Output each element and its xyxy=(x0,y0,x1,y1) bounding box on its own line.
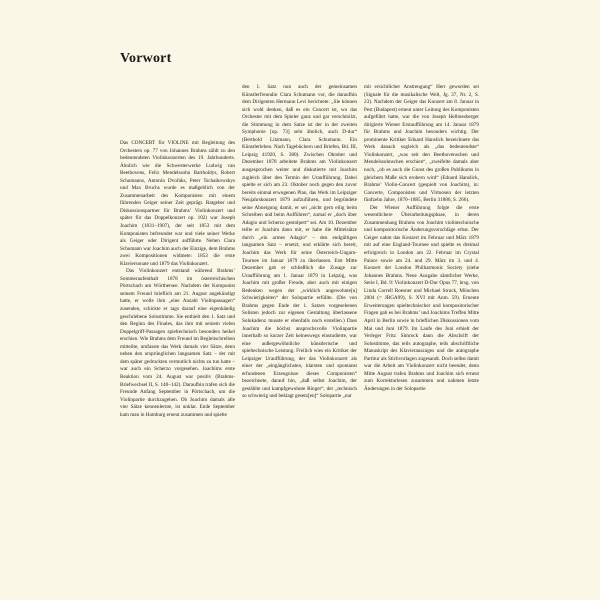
paragraph: Das Violinkonzert entstand während Brahms’ Sommeraufenthalt 1878 im österreichischen Pörtschach am Wörthersee. Nachdem der Komponist seinem Freund brieflich am 21. August angekündigt hatte, er wolle ihm „eine Anzahl Violinpassagen“ zusenden, schickte er tags darauf eine eigenhändig geschriebene Solostimme. Sie enthielt den 1. Satz und den Beginn des Finales, das ihm mit seinem vielen Doppelgriff-Passagen spieltechnisch besonders heikel erschien. Wie Brahms dem Freund im Begleitschreiben mitteilte, umfasste das Werk damals vier Sätze, denn neben den ursprünglichen langsamen Satz – der mit dem später gedruckten vermutlich nichts zu tun hatte – war auch ein Scherzo vorgesehen. Joachims erste Reaktion vom 24. August war positiv (Brahms-Briefwechsel II, S. 140–142). Daraufhin trafen sich die Freunde Anfang September in Pörtschach, um die Violinpartie durchzugehen. Ob Joachim damals alle vier Sätze kennenlernte, ist unklar. Ende September kam man in Hamburg erneut zusammen und spielte xyxy=(120,268,235,418)
paragraph: Das CONCERT für VIOLINE mit Begleitung des Orchesters op. 77 von Johannes Brahms zählt zu den bedeutendsten Violinkonzerten des 19. Jahrhunderts. Ähnlich wie die Schwesterwerke Ludwig van Beethovens, Felix Mendelssohn Bartholdys, Robert Schumanns, Antonín Dvořáks, Peter Tschaikowskys und Max Bruchs wurde es maßgeblich von der Zusammenarbeit des Komponisten mit einem führenden Geiger seiner Zeit geprägt. Ratgeber und Diskussionspartner für Brahms’ Violinkonzert und später für das Doppelkonzert op. 102) war Joseph Joachim (1831–1907), der seit 1853 mit dem Komponisten befreundet war und viele seiner Werke als Geiger oder Dirigent aufführte. Neben Clara Schumann war Joachim auch der Einzige, dem Brahms zwei Kompositionen widmete: 1853 die erste Klaviersonate und 1879 das Violinkonzert. xyxy=(120,140,235,267)
paragraph: mit ersichtlicher Anstrengung“ Herr geworden sei (Signale für die musikalische Welt, Jg. 37, Nr. 2, S. 23). Nachdem der Geiger das Konzert am 8. Januar in Pest (Budapest) erneut unter Leitung des Komponisten aufgeführt hatte, war die von Joseph Hellmesberger dirigierte Wiener Erstaufführung am 14. Januar 1879 für Brahms und Joachim besonders wichtig. Der prominente Kritiker Eduard Hanslick bezeichnete das Werk danach sogleich als „das bedeutendste“ Violinkonzert, „was seit den Beethovenschen und Mendelssohnschen erschien“, „zweifelte damals aber noch, „ob es auch die Gunst des großen Publikums in gleichem Maße sich erobern wird“ (Eduard Hanslick, Brahms’ Violin-Concert (gespielt von Joachim), in: Concerte, Componisten und Virtuosen der letzten fünfzehn Jahre, 1870–1885, Berlin 31886, S. 266). xyxy=(364,84,479,204)
text-column-1 xyxy=(120,140,235,419)
text-column-2 xyxy=(242,84,357,401)
paragraph: Der Wiener Aufführung folgte die erste wesentlichere Überarbeitungsphase, in deren Zusammenhang Brahms von Joachim violintechnische und kompositorische Änderungsvorschläge erbat. Der Geiger nahm das Konzert im Februar und März 1879 mit auf eine England-Tournee und spielte es dreimal erfolgreich in London am 22. Februar im Crystal Palace sowie am 24. und 29. März im 3. und 4. Konzert der London Philharmonic Society (siehe Johannes Brahms. Neue Ausgabe sämtlicher Werke, Serie I, Bd. 9: Violinkonzert D-Dur Opus 77, hrsg. von Linda Correll Roesner und Michael Struck, München 2004 (= JBGA99), S. XVI mit Anm. 59). Erneute Erweiterungen spieltechnischer und kompositorischer Fragen gab es bei Brahms’ und Joachims Treffen Mitte April in Berlin sowie in brieflichen Diskussionen vom Mai und Juni 1879. Im Laufe des Juni erhielt der Verleger Fritz Simrock dann die Abschrift der Solostimme, das teils autographe, teils abschriftliche Manuskript des Klavierauszuges und die autographe Partitur als Stichvorlagen zugesandt. Doch selbst damit war die Arbeit am Violinkonzert nicht beendet, denn Mitte August trafen Brahms und Joachim sich erneut zum Korrekturlesen zusammen und nahmen letzte Änderungen in der Solopartie xyxy=(364,204,479,392)
page-heading: Vorwort xyxy=(120,51,172,66)
text-column-3 xyxy=(364,84,479,393)
paragraph: den 1. Satz nun auch der gemeinsamen Künstlerfreundin Clara Schumann vor, die daraufhin dem Dirigenten Hermann Levi berichtete: „Sie können sich wohl denken, daß es ein Concert ist, wo das Orchester mit dem Spieler ganz und gar verschmilzt, die Stimmung in dem Satze ist der in der zweiten Symphonie [op. 73] sehr ähnlich, auch D-dur“ (Berthold Litzmann, Clara Schumann. Ein Künstlerleben. Nach Tagebüchern und Briefen, Bd. III, Leipzig 41920, S. 380). Zwischen Oktober und Dezember 1878 arbeitete Brahms am Violinkonzert ausgesprochen weiter und diskutierte mit Joachim zugleich über den Termin der Uraufführung. Dabei spielte er sich am 23. Oktober noch gegen den zuvor bereits einmal erwogenen Plan, das Werk im Leipziger Neujahrskonzert 1879 aufzuführen, und begründete seine Abneigung damit, er sei „nicht gern eilig beim Schreiben und beim Aufführen“, zumal er „doch über Adagio und Scherzo gestolpert“ sei. Am 10. Dezember teilte er Joachim dann mit, er habe die Mittelsätze durch „ein armes Adagio“ – den endgültigen langsamen Satz – ersetzt, und erklärte sich bereit, Joachim das Werk für seine Österreich-Ungarn-Tournee im Januar 1879 zu überlassen. Erst Mitte Dezember gab er schließlich die Zusage zur Uraufführung am 1. Januar 1879 in Leipzig, was Joachim mit großer Freude, aber auch mit einigen Bedenken wegen der „wirklich angewohnte[n] Schwierigkeiten“ der Solopartie erfüllte. (Die von Brahms gegen Ende der 1. Satzes vorgesehenen Solisten jedoch zur eigenen Gestaltung überlassene Solokadenz musste er ebenfalls noch erstellen.) Dass Joachim die höchst anspruchsvolle Violinpartie innerhalb so kurzer Zeit keineswegs einstudierte, war eine außergewöhnliche künstlerische und spieltechnische Leistung. Freilich wies ein Kritiker der Leipziger Uraufführung, der das Violinkonzert als einer der „eingänglichsten, klarsten und spontanst erfundenen Erzeugnisse dieses Componisten“ bezeichnete, darauf hin, „daß selbst Joachim, der gestählte und kampfgewohnte Ringer“, der „technisch so schwierig und beklagt gesetz[en]“ Solopartie „nur xyxy=(242,84,357,400)
